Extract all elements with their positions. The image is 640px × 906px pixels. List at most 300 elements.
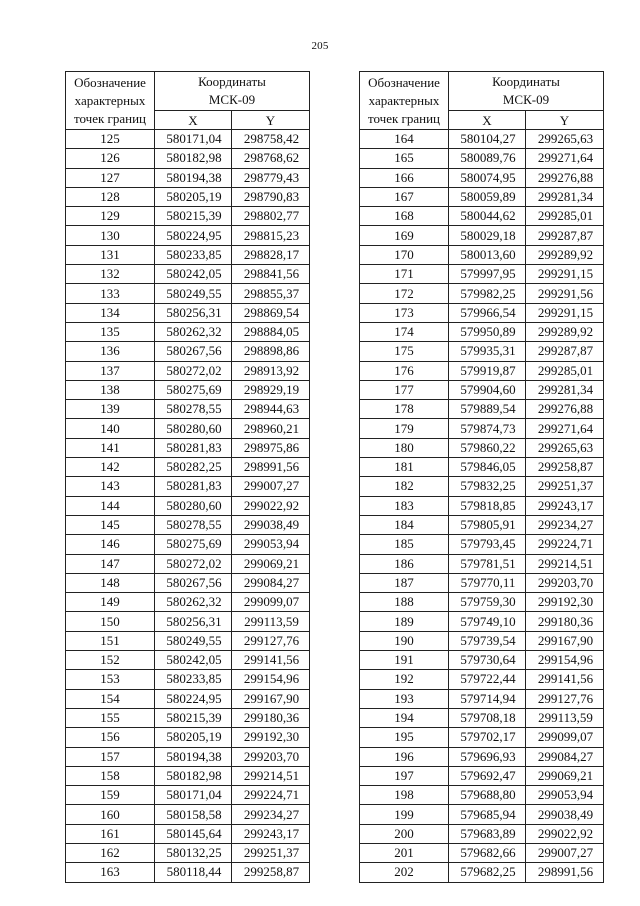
x-coordinate-cell: 580171,04 <box>155 786 232 805</box>
point-number-cell: 170 <box>360 245 449 264</box>
x-coordinate-cell: 579966,54 <box>449 303 526 322</box>
table-row <box>360 419 604 438</box>
header-point-label <box>360 72 449 130</box>
y-coordinate-cell: 299285,01 <box>526 207 604 226</box>
y-coordinate-cell: 299291,56 <box>526 284 604 303</box>
point-number-cell: 172 <box>360 284 449 303</box>
y-coordinate-cell: 298991,56 <box>232 458 310 477</box>
table-row <box>360 207 604 226</box>
table-row <box>360 322 604 341</box>
y-coordinate-cell: 298884,05 <box>232 322 310 341</box>
x-coordinate-cell: 580224,95 <box>155 689 232 708</box>
x-coordinate-cell: 580215,39 <box>155 207 232 226</box>
header-label-line: Обозначение <box>74 75 146 90</box>
x-coordinate-cell: 580282,25 <box>155 458 232 477</box>
table-row <box>360 361 604 380</box>
y-coordinate-cell: 299258,87 <box>232 863 310 882</box>
y-coordinate-cell: 298768,62 <box>232 149 310 168</box>
point-number-cell: 147 <box>66 554 155 573</box>
y-coordinate-cell: 299251,37 <box>526 477 604 496</box>
y-coordinate-cell: 299281,34 <box>526 380 604 399</box>
y-coordinate-cell: 299224,71 <box>526 535 604 554</box>
table-row <box>360 303 604 322</box>
y-coordinate-cell: 299203,70 <box>232 747 310 766</box>
point-number-cell: 179 <box>360 419 449 438</box>
x-coordinate-cell: 579818,85 <box>449 496 526 515</box>
table-row <box>66 593 310 612</box>
point-number-cell: 193 <box>360 689 449 708</box>
x-coordinate-cell: 580205,19 <box>155 187 232 206</box>
x-coordinate-cell: 580233,85 <box>155 245 232 264</box>
point-number-cell: 177 <box>360 380 449 399</box>
table-row <box>66 380 310 399</box>
table-row <box>360 265 604 284</box>
table-row <box>66 766 310 785</box>
table-row <box>66 554 310 573</box>
point-number-cell: 129 <box>66 207 155 226</box>
point-number-cell: 128 <box>66 187 155 206</box>
point-number-cell: 200 <box>360 824 449 843</box>
coordinates-table-right <box>359 71 604 883</box>
y-coordinate-cell: 299127,76 <box>526 689 604 708</box>
table-row <box>360 477 604 496</box>
point-number-cell: 188 <box>360 593 449 612</box>
table-row <box>360 187 604 206</box>
point-number-cell: 144 <box>66 496 155 515</box>
y-coordinate-cell: 298758,42 <box>232 130 310 149</box>
table-row <box>66 130 310 149</box>
x-coordinate-cell: 579919,87 <box>449 361 526 380</box>
table-row <box>360 786 604 805</box>
y-coordinate-cell: 299203,70 <box>526 573 604 592</box>
table-row <box>360 245 604 264</box>
x-coordinate-cell: 580224,95 <box>155 226 232 245</box>
y-coordinate-cell: 299167,90 <box>232 689 310 708</box>
point-number-cell: 126 <box>66 149 155 168</box>
point-number-cell: 180 <box>360 438 449 457</box>
x-coordinate-cell: 579793,45 <box>449 535 526 554</box>
x-coordinate-cell: 579846,05 <box>449 458 526 477</box>
x-coordinate-cell: 580242,05 <box>155 651 232 670</box>
y-coordinate-cell: 299127,76 <box>232 631 310 650</box>
y-coordinate-cell: 299154,96 <box>232 670 310 689</box>
y-coordinate-cell: 299053,94 <box>526 786 604 805</box>
coordinates-table-left <box>65 71 310 883</box>
table-row <box>66 342 310 361</box>
point-number-cell: 191 <box>360 651 449 670</box>
table-row <box>66 226 310 245</box>
table-row <box>66 631 310 650</box>
x-coordinate-cell: 579982,25 <box>449 284 526 303</box>
point-number-cell: 132 <box>66 265 155 284</box>
y-coordinate-cell: 298841,56 <box>232 265 310 284</box>
table-row <box>360 380 604 399</box>
y-coordinate-cell: 299243,17 <box>526 496 604 515</box>
point-number-cell: 149 <box>66 593 155 612</box>
y-coordinate-cell: 298929,19 <box>232 380 310 399</box>
y-coordinate-cell: 298913,92 <box>232 361 310 380</box>
table-row <box>360 284 604 303</box>
x-coordinate-cell: 580256,31 <box>155 612 232 631</box>
y-coordinate-cell: 299287,87 <box>526 342 604 361</box>
table-row <box>66 670 310 689</box>
table-row <box>66 284 310 303</box>
point-number-cell: 202 <box>360 863 449 882</box>
point-number-cell: 184 <box>360 515 449 534</box>
point-number-cell: 195 <box>360 728 449 747</box>
x-coordinate-cell: 579832,25 <box>449 477 526 496</box>
point-number-cell: 176 <box>360 361 449 380</box>
header-label-line: точек границ <box>73 111 147 126</box>
table-row <box>66 612 310 631</box>
y-coordinate-cell: 298815,23 <box>232 226 310 245</box>
x-coordinate-cell: 580280,60 <box>155 496 232 515</box>
y-coordinate-cell: 299022,92 <box>232 496 310 515</box>
y-coordinate-cell: 298790,83 <box>232 187 310 206</box>
y-coordinate-cell: 298869,54 <box>232 303 310 322</box>
table-row <box>360 573 604 592</box>
y-coordinate-cell: 299022,92 <box>526 824 604 843</box>
table-row <box>360 708 604 727</box>
x-coordinate-cell: 579950,89 <box>449 322 526 341</box>
y-coordinate-cell: 299276,88 <box>526 400 604 419</box>
table-row <box>66 863 310 882</box>
x-coordinate-cell: 579730,64 <box>449 651 526 670</box>
x-coordinate-cell: 579682,25 <box>449 863 526 882</box>
y-coordinate-cell: 299099,07 <box>232 593 310 612</box>
x-coordinate-cell: 580132,25 <box>155 843 232 862</box>
x-coordinate-cell: 580194,38 <box>155 168 232 187</box>
x-coordinate-cell: 580280,60 <box>155 419 232 438</box>
point-number-cell: 178 <box>360 400 449 419</box>
x-coordinate-cell: 580205,19 <box>155 728 232 747</box>
point-number-cell: 186 <box>360 554 449 573</box>
table-row <box>360 805 604 824</box>
header-x: X <box>449 111 526 130</box>
point-number-cell: 167 <box>360 187 449 206</box>
y-coordinate-cell: 299271,64 <box>526 149 604 168</box>
table-row <box>66 728 310 747</box>
header-coords-line: МСК-09 <box>208 92 256 107</box>
point-number-cell: 174 <box>360 322 449 341</box>
point-number-cell: 185 <box>360 535 449 554</box>
y-coordinate-cell: 299084,27 <box>526 747 604 766</box>
point-number-cell: 164 <box>360 130 449 149</box>
y-coordinate-cell: 298828,17 <box>232 245 310 264</box>
x-coordinate-cell: 579759,30 <box>449 593 526 612</box>
x-coordinate-cell: 580278,55 <box>155 515 232 534</box>
x-coordinate-cell: 580059,89 <box>449 187 526 206</box>
point-number-cell: 157 <box>66 747 155 766</box>
y-coordinate-cell: 299289,92 <box>526 322 604 341</box>
y-coordinate-cell: 299113,59 <box>526 708 604 727</box>
y-coordinate-cell: 299234,27 <box>526 515 604 534</box>
header-y: Y <box>232 111 310 130</box>
x-coordinate-cell: 580249,55 <box>155 284 232 303</box>
point-number-cell: 135 <box>66 322 155 341</box>
table-row <box>360 554 604 573</box>
y-coordinate-cell: 298779,43 <box>232 168 310 187</box>
x-coordinate-cell: 580118,44 <box>155 863 232 882</box>
x-coordinate-cell: 579874,73 <box>449 419 526 438</box>
y-coordinate-cell: 299180,36 <box>232 708 310 727</box>
point-number-cell: 165 <box>360 149 449 168</box>
table-row <box>360 342 604 361</box>
table-row <box>360 168 604 187</box>
table-row <box>66 149 310 168</box>
table-row <box>360 458 604 477</box>
table-row <box>360 515 604 534</box>
point-number-cell: 130 <box>66 226 155 245</box>
y-coordinate-cell: 299038,49 <box>526 805 604 824</box>
y-coordinate-cell: 299224,71 <box>232 786 310 805</box>
point-number-cell: 140 <box>66 419 155 438</box>
point-number-cell: 136 <box>66 342 155 361</box>
x-coordinate-cell: 579904,60 <box>449 380 526 399</box>
header-y: Y <box>526 111 604 130</box>
x-coordinate-cell: 580256,31 <box>155 303 232 322</box>
x-coordinate-cell: 580278,55 <box>155 400 232 419</box>
point-number-cell: 196 <box>360 747 449 766</box>
x-coordinate-cell: 580242,05 <box>155 265 232 284</box>
x-coordinate-cell: 579683,89 <box>449 824 526 843</box>
point-number-cell: 187 <box>360 573 449 592</box>
x-coordinate-cell: 579708,18 <box>449 708 526 727</box>
x-coordinate-cell: 580233,85 <box>155 670 232 689</box>
point-number-cell: 133 <box>66 284 155 303</box>
x-coordinate-cell: 580267,56 <box>155 342 232 361</box>
y-coordinate-cell: 298975,86 <box>232 438 310 457</box>
y-coordinate-cell: 299099,07 <box>526 728 604 747</box>
y-coordinate-cell: 298960,21 <box>232 419 310 438</box>
y-coordinate-cell: 299285,01 <box>526 361 604 380</box>
table-row <box>360 651 604 670</box>
y-coordinate-cell: 299038,49 <box>232 515 310 534</box>
table-row <box>66 708 310 727</box>
y-coordinate-cell: 299053,94 <box>232 535 310 554</box>
y-coordinate-cell: 298991,56 <box>526 863 604 882</box>
point-number-cell: 138 <box>66 380 155 399</box>
y-coordinate-cell: 299265,63 <box>526 438 604 457</box>
header-coordinates <box>449 72 604 111</box>
y-coordinate-cell: 299276,88 <box>526 168 604 187</box>
header-label-line: характерных <box>368 93 440 108</box>
point-number-cell: 153 <box>66 670 155 689</box>
table-row <box>66 187 310 206</box>
y-coordinate-cell: 299084,27 <box>232 573 310 592</box>
point-number-cell: 127 <box>66 168 155 187</box>
point-number-cell: 166 <box>360 168 449 187</box>
y-coordinate-cell: 299141,56 <box>232 651 310 670</box>
table-row <box>360 612 604 631</box>
header-point-label <box>66 72 155 130</box>
x-coordinate-cell: 580013,60 <box>449 245 526 264</box>
x-coordinate-cell: 579714,94 <box>449 689 526 708</box>
header-coords-line: Координаты <box>198 74 266 89</box>
point-number-cell: 146 <box>66 535 155 554</box>
table-body-right <box>360 130 604 883</box>
point-number-cell: 134 <box>66 303 155 322</box>
point-number-cell: 151 <box>66 631 155 650</box>
x-coordinate-cell: 580044,62 <box>449 207 526 226</box>
point-number-cell: 189 <box>360 612 449 631</box>
table-row <box>66 322 310 341</box>
x-coordinate-cell: 579781,51 <box>449 554 526 573</box>
y-coordinate-cell: 299214,51 <box>526 554 604 573</box>
x-coordinate-cell: 580262,32 <box>155 322 232 341</box>
point-number-cell: 197 <box>360 766 449 785</box>
point-number-cell: 145 <box>66 515 155 534</box>
table-row <box>360 863 604 882</box>
x-coordinate-cell: 579722,44 <box>449 670 526 689</box>
table-row <box>66 207 310 226</box>
y-coordinate-cell: 299271,64 <box>526 419 604 438</box>
page-number: 205 <box>311 40 329 52</box>
header-x: X <box>155 111 232 130</box>
table-row <box>360 824 604 843</box>
y-coordinate-cell: 299167,90 <box>526 631 604 650</box>
y-coordinate-cell: 298802,77 <box>232 207 310 226</box>
point-number-cell: 169 <box>360 226 449 245</box>
point-number-cell: 150 <box>66 612 155 631</box>
table-row <box>66 168 310 187</box>
y-coordinate-cell: 299265,63 <box>526 130 604 149</box>
table-row <box>66 303 310 322</box>
y-coordinate-cell: 299192,30 <box>526 593 604 612</box>
table-body-left <box>66 130 310 883</box>
x-coordinate-cell: 580158,58 <box>155 805 232 824</box>
point-number-cell: 198 <box>360 786 449 805</box>
y-coordinate-cell: 299113,59 <box>232 612 310 631</box>
table-row <box>66 477 310 496</box>
table-row <box>360 631 604 650</box>
y-coordinate-cell: 299180,36 <box>526 612 604 631</box>
point-number-cell: 142 <box>66 458 155 477</box>
point-number-cell: 125 <box>66 130 155 149</box>
y-coordinate-cell: 299069,21 <box>232 554 310 573</box>
y-coordinate-cell: 298944,63 <box>232 400 310 419</box>
table-row <box>66 438 310 457</box>
x-coordinate-cell: 579739,54 <box>449 631 526 650</box>
point-number-cell: 168 <box>360 207 449 226</box>
point-number-cell: 171 <box>360 265 449 284</box>
table-row <box>66 496 310 515</box>
point-number-cell: 201 <box>360 843 449 862</box>
point-number-cell: 139 <box>66 400 155 419</box>
y-coordinate-cell: 299291,15 <box>526 265 604 284</box>
point-number-cell: 131 <box>66 245 155 264</box>
table-row <box>360 689 604 708</box>
x-coordinate-cell: 580171,04 <box>155 130 232 149</box>
point-number-cell: 161 <box>66 824 155 843</box>
y-coordinate-cell: 299287,87 <box>526 226 604 245</box>
x-coordinate-cell: 579860,22 <box>449 438 526 457</box>
table-row <box>66 361 310 380</box>
y-coordinate-cell: 299243,17 <box>232 824 310 843</box>
point-number-cell: 181 <box>360 458 449 477</box>
x-coordinate-cell: 579889,54 <box>449 400 526 419</box>
table-row <box>66 458 310 477</box>
table-row <box>66 843 310 862</box>
header-label-line: характерных <box>74 93 146 108</box>
y-coordinate-cell: 299258,87 <box>526 458 604 477</box>
y-coordinate-cell: 299214,51 <box>232 766 310 785</box>
x-coordinate-cell: 580194,38 <box>155 747 232 766</box>
table-row <box>360 130 604 149</box>
table-row <box>360 670 604 689</box>
header-coordinates <box>155 72 310 111</box>
y-coordinate-cell: 299281,34 <box>526 187 604 206</box>
header-coords-line: МСК-09 <box>502 92 550 107</box>
point-number-cell: 156 <box>66 728 155 747</box>
header-label-line: Обозначение <box>368 75 440 90</box>
table-row <box>360 843 604 862</box>
y-coordinate-cell: 298855,37 <box>232 284 310 303</box>
table-row <box>360 438 604 457</box>
x-coordinate-cell: 580275,69 <box>155 380 232 399</box>
table-row <box>66 651 310 670</box>
y-coordinate-cell: 299289,92 <box>526 245 604 264</box>
point-number-cell: 137 <box>66 361 155 380</box>
x-coordinate-cell: 580272,02 <box>155 361 232 380</box>
table-row <box>66 245 310 264</box>
y-coordinate-cell: 299234,27 <box>232 805 310 824</box>
x-coordinate-cell: 579770,11 <box>449 573 526 592</box>
y-coordinate-cell: 299154,96 <box>526 651 604 670</box>
table-row <box>360 535 604 554</box>
table-row <box>360 400 604 419</box>
table-row <box>66 824 310 843</box>
x-coordinate-cell: 580074,95 <box>449 168 526 187</box>
y-coordinate-cell: 299069,21 <box>526 766 604 785</box>
y-coordinate-cell: 298898,86 <box>232 342 310 361</box>
header-label-line: точек границ <box>367 111 441 126</box>
x-coordinate-cell: 580089,76 <box>449 149 526 168</box>
point-number-cell: 160 <box>66 805 155 824</box>
table-row <box>66 786 310 805</box>
x-coordinate-cell: 580182,98 <box>155 149 232 168</box>
x-coordinate-cell: 580262,32 <box>155 593 232 612</box>
table-row <box>66 535 310 554</box>
x-coordinate-cell: 579682,66 <box>449 843 526 862</box>
point-number-cell: 192 <box>360 670 449 689</box>
point-number-cell: 152 <box>66 651 155 670</box>
table-row <box>66 689 310 708</box>
table-row <box>66 805 310 824</box>
y-coordinate-cell: 299007,27 <box>232 477 310 496</box>
x-coordinate-cell: 580029,18 <box>449 226 526 245</box>
point-number-cell: 173 <box>360 303 449 322</box>
point-number-cell: 162 <box>66 843 155 862</box>
x-coordinate-cell: 580104,27 <box>449 130 526 149</box>
x-coordinate-cell: 579696,93 <box>449 747 526 766</box>
x-coordinate-cell: 580145,64 <box>155 824 232 843</box>
x-coordinate-cell: 579805,91 <box>449 515 526 534</box>
point-number-cell: 163 <box>66 863 155 882</box>
x-coordinate-cell: 579688,80 <box>449 786 526 805</box>
table-row <box>66 515 310 534</box>
point-number-cell: 158 <box>66 766 155 785</box>
y-coordinate-cell: 299251,37 <box>232 843 310 862</box>
table-row <box>66 747 310 766</box>
x-coordinate-cell: 580281,83 <box>155 477 232 496</box>
y-coordinate-cell: 299007,27 <box>526 843 604 862</box>
table-row <box>360 747 604 766</box>
point-number-cell: 148 <box>66 573 155 592</box>
x-coordinate-cell: 580249,55 <box>155 631 232 650</box>
point-number-cell: 154 <box>66 689 155 708</box>
table-row <box>66 573 310 592</box>
